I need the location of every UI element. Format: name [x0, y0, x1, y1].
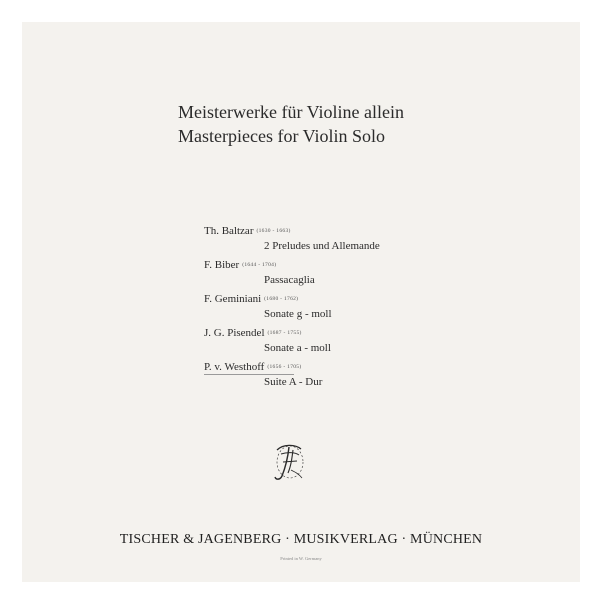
work-entry	[204, 360, 504, 390]
composer-dates: (1687 - 1755)	[267, 330, 302, 337]
title-english: Masterpieces for Violin Solo	[178, 126, 386, 146]
composer-name: J. G. Pisendel	[204, 327, 265, 340]
composer-dates: (1630 - 1663)	[256, 228, 291, 234]
piece-title: Sonate g - moll	[264, 308, 332, 321]
publisher-monogram-icon	[269, 440, 309, 484]
piece-title: Suite A - Dur	[264, 376, 323, 389]
printed-in-note: Printed in W. Germany	[280, 556, 322, 561]
composer-line	[204, 326, 504, 341]
composer-name: F. Biber	[204, 259, 240, 272]
work-entry	[204, 224, 504, 254]
composer-line	[204, 292, 504, 307]
piece-title: Sonate a - moll	[264, 342, 331, 355]
composer-dates: (1680 - 1762)	[264, 296, 299, 303]
composer-name: P. v. Westhoff	[204, 361, 265, 374]
composer-line	[204, 360, 504, 375]
title-german: Meisterwerke für Violine allein	[178, 102, 405, 122]
composer-dates: (1656 - 1705)	[267, 364, 302, 371]
work-entry	[204, 292, 504, 322]
piece-title: 2 Preludes und Allemande	[264, 240, 380, 253]
work-entry	[204, 258, 504, 288]
composer-name: F. Geminiani	[204, 293, 262, 306]
contents-list	[204, 224, 504, 394]
composer-name: Th. Baltzar	[204, 225, 254, 238]
composer-line	[204, 224, 504, 239]
score-cover	[22, 22, 580, 582]
publisher-imprint: TISCHER & JAGENBERG · MUSIKVERLAG · MÜNCHEN	[119, 532, 483, 547]
title-block	[178, 100, 478, 148]
work-entry	[204, 326, 504, 356]
piece-title: Passacaglia	[264, 274, 315, 287]
composer-line	[204, 258, 504, 273]
composer-dates: (1644 - 1704)	[242, 262, 277, 269]
